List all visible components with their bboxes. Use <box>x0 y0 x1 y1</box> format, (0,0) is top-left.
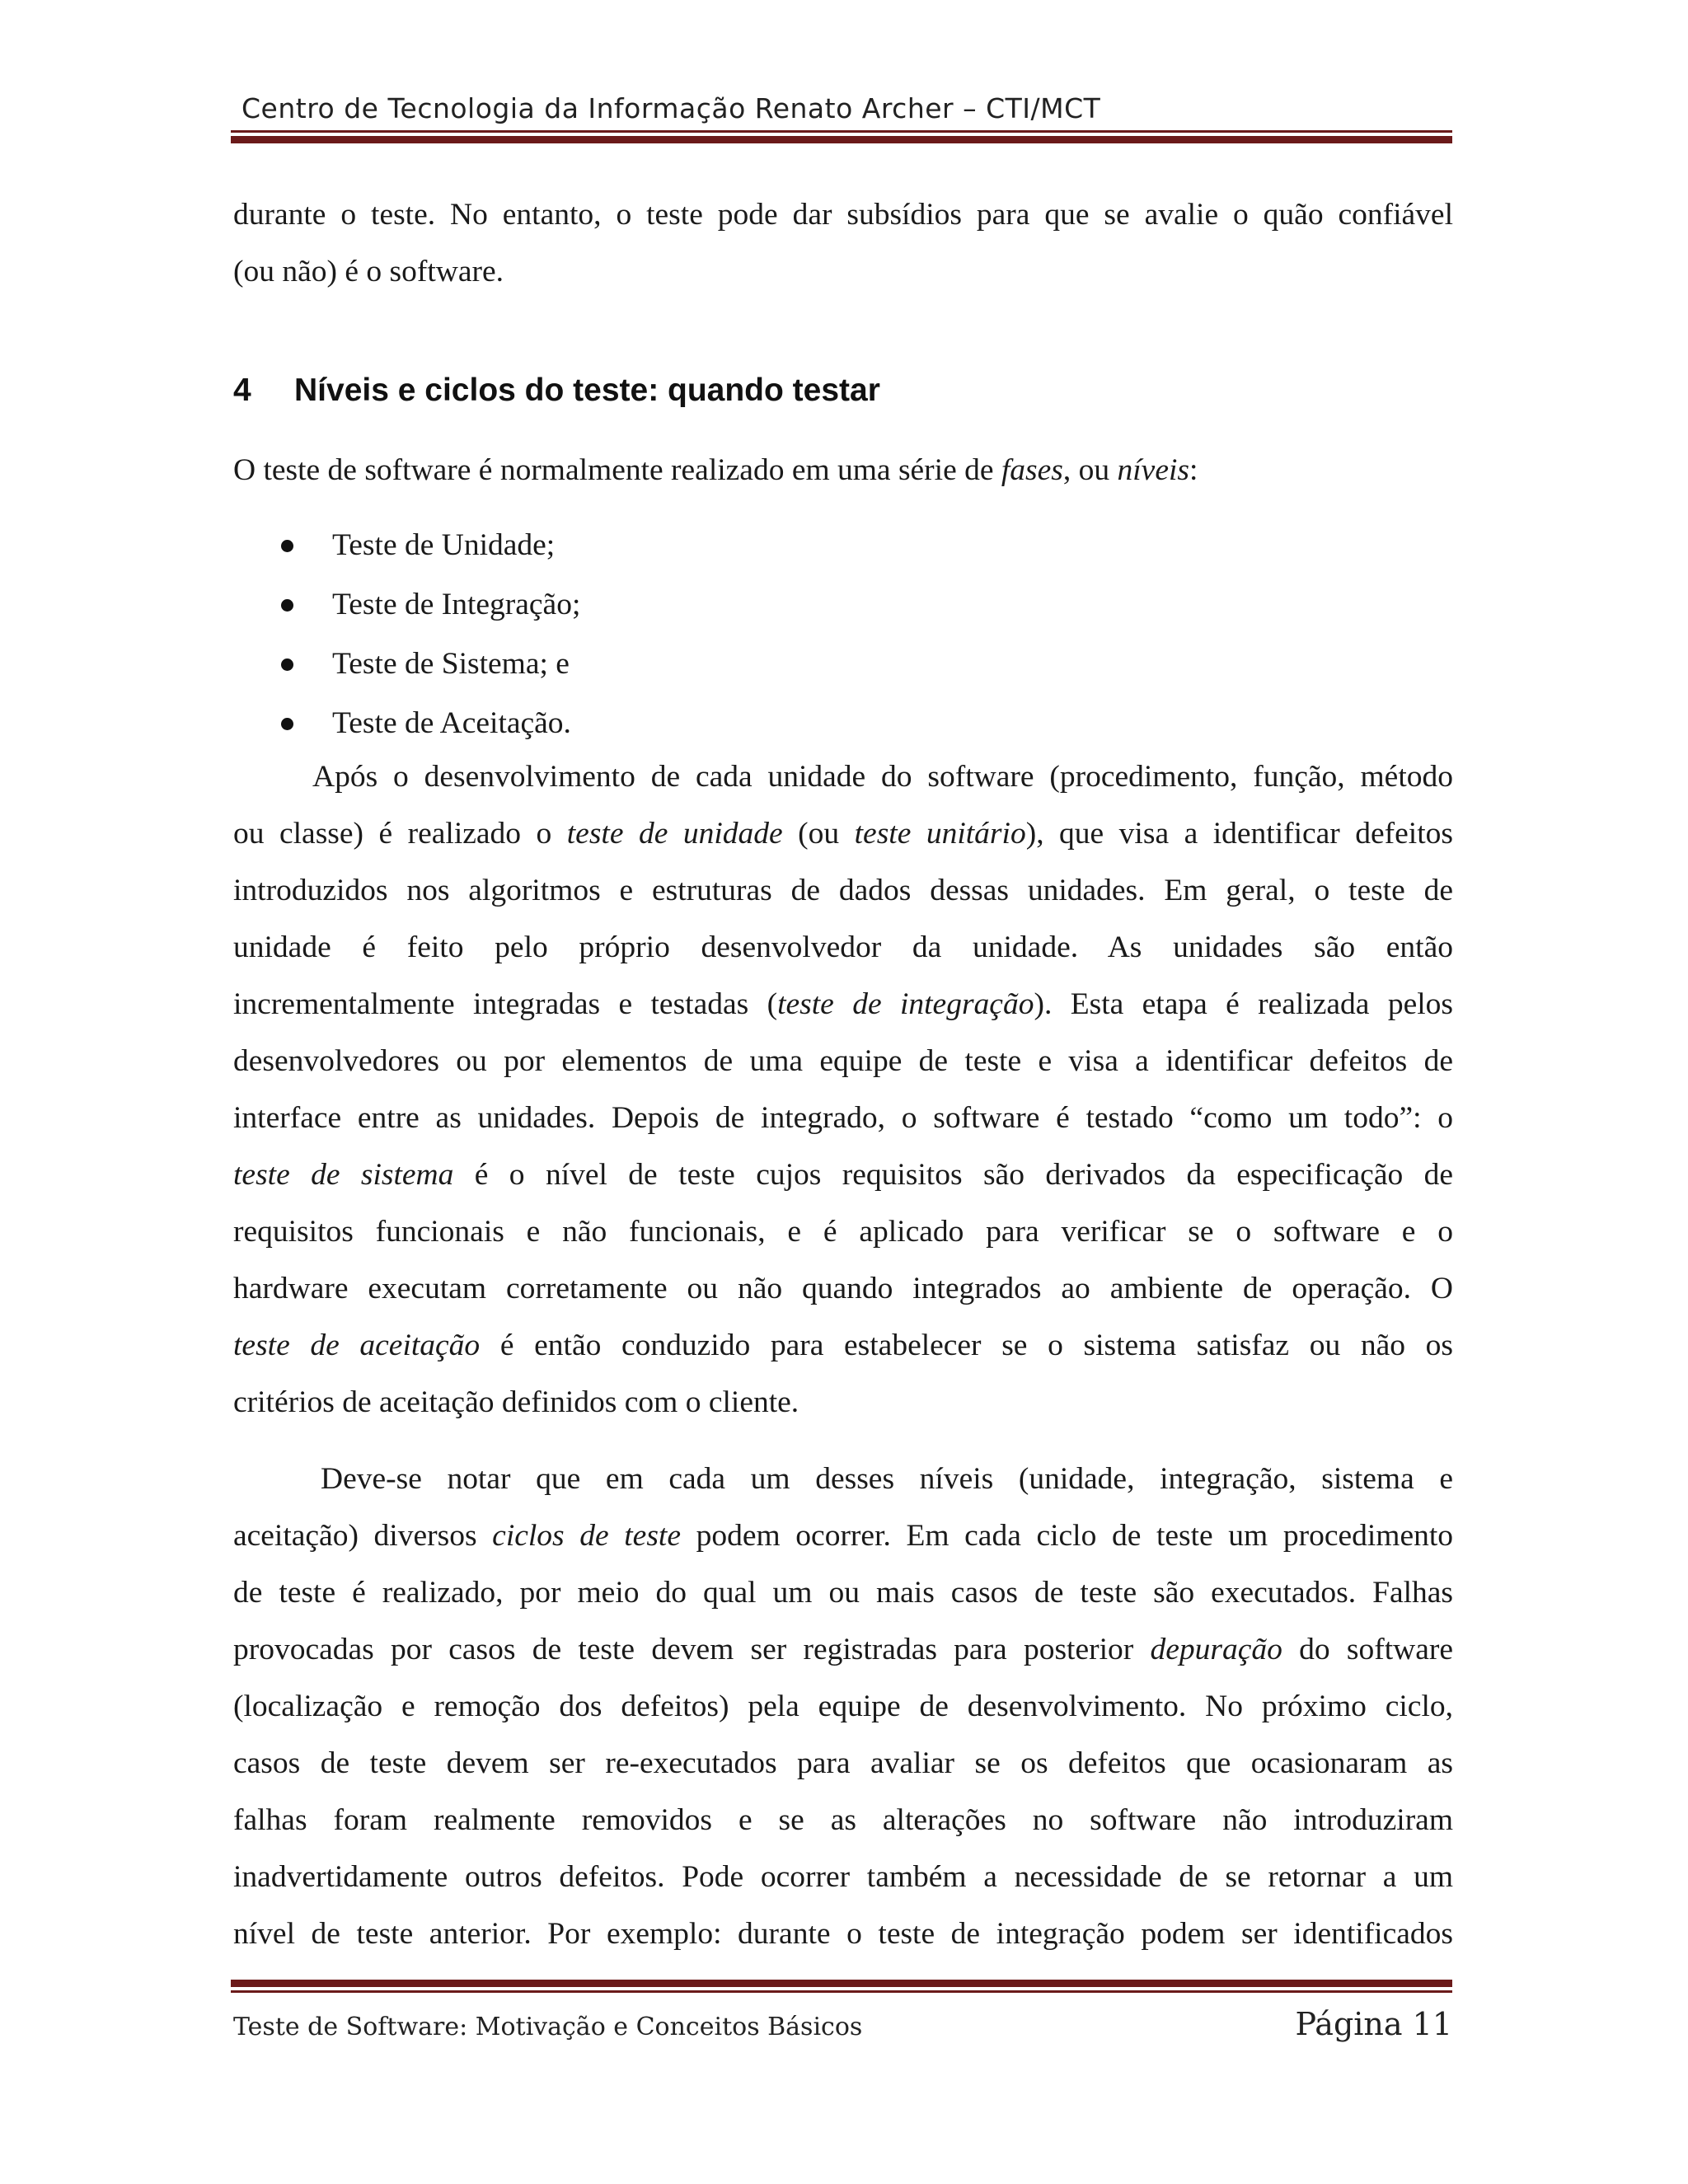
intro-sentence: O teste de software é normalmente realizado em uma série de fases, ou níveis: <box>233 453 1198 487</box>
text-line: de teste é realizado, por meio do qual um ou mais casos de teste são executados. Falhas <box>233 1576 1453 1610</box>
bullet-icon <box>281 658 293 671</box>
text-line: inadvertidamente outros defeitos. Pode ocorrer também a necessidade de se retornar a um <box>233 1860 1453 1894</box>
header-rule-thin <box>231 130 1452 133</box>
section-title: Níveis e ciclos do teste: quando testar <box>294 373 880 408</box>
continuation-paragraph <box>233 186 1453 300</box>
header-rule-thick <box>231 136 1452 143</box>
text-line: ou classe) é realizado o teste de unidade (ou teste unitário), que visa a identificar defeitos <box>233 817 1453 851</box>
list-item: Teste de Sistema; e <box>233 635 580 694</box>
text-line: hardware executam corretamente ou não quando integrados ao ambiente de operação. O <box>233 1272 1453 1305</box>
text-line: aceitação) diversos ciclos de teste podem ocorrer. Em cada ciclo de teste um procedimento <box>233 1519 1454 1553</box>
text-line: falhas foram realmente removidos e se as alterações no software não introduziram <box>233 1803 1453 1837</box>
list-item: Teste de Integração; <box>233 575 580 635</box>
text-line: interface entre as unidades. Depois de integrado, o software é testado “como um todo”: o <box>233 1101 1453 1135</box>
text-line: (ou não) é o software. <box>233 255 504 288</box>
test-levels-list <box>233 516 580 753</box>
paragraph-test-levels <box>233 748 1453 1431</box>
text-line: teste de aceitação é então conduzido para estabelecer se o sistema satisfaz ou não os <box>233 1329 1453 1362</box>
text-line: requisitos funcionais e não funcionais, e é aplicado para verificar se o software e o <box>233 1215 1453 1249</box>
text-line: provocadas por casos de teste devem ser registradas para posterior depuração do software <box>233 1633 1453 1666</box>
text-line: incrementalmente integradas e testadas (teste de integração). Esta etapa é realizada pelos <box>233 987 1453 1021</box>
text-line: introduzidos nos algoritmos e estruturas de dados dessas unidades. Em geral, o teste de <box>233 874 1453 907</box>
bullet-icon <box>281 540 293 552</box>
section-number: 4 <box>233 373 251 408</box>
text-line: nível de teste anterior. Por exemplo: durante o teste de integração podem ser identificados <box>233 1917 1453 1951</box>
list-item: Teste de Aceitação. <box>233 694 580 753</box>
text-line: Deve-se notar que em cada um desses níveis (unidade, integração, sistema e <box>321 1462 1453 1496</box>
text-line: durante o teste. No entanto, o teste pode dar subsídios para que se avalie o quão confiável <box>233 198 1453 232</box>
text-line: unidade é feito pelo próprio desenvolvedor da unidade. As unidades são então <box>233 930 1453 964</box>
section-heading <box>233 373 880 409</box>
text-line: teste de sistema é o nível de teste cujos requisitos são derivados da especificação de <box>233 1158 1453 1192</box>
footer-rule-thin <box>231 1990 1452 1993</box>
footer-document-title: Teste de Software: Motivação e Conceitos Básicos <box>233 2013 863 2041</box>
list-item: Teste de Unidade; <box>233 516 580 575</box>
text-line: Após o desenvolvimento de cada unidade do software (procedimento, função, método <box>312 760 1453 794</box>
bullet-icon <box>281 718 293 730</box>
text-line: casos de teste devem ser re-executados para avaliar se os defeitos que ocasionaram as <box>233 1746 1453 1780</box>
running-header: Centro de Tecnologia da Informação Renato Archer – CTI/MCT <box>241 92 1101 124</box>
paragraph-test-cycles <box>233 1451 1453 1962</box>
text-line: (localização e remoção dos defeitos) pela equipe de desenvolvimento. No próximo ciclo, <box>233 1690 1453 1723</box>
text-line: desenvolvedores ou por elementos de uma equipe de teste e visa a identificar defeitos de <box>233 1044 1453 1078</box>
page-number: Página 11 <box>1295 2006 1452 2042</box>
footer-rule-thick <box>231 1980 1452 1987</box>
bullet-icon <box>281 599 293 612</box>
text-line: critérios de aceitação definidos com o cliente. <box>233 1385 799 1419</box>
